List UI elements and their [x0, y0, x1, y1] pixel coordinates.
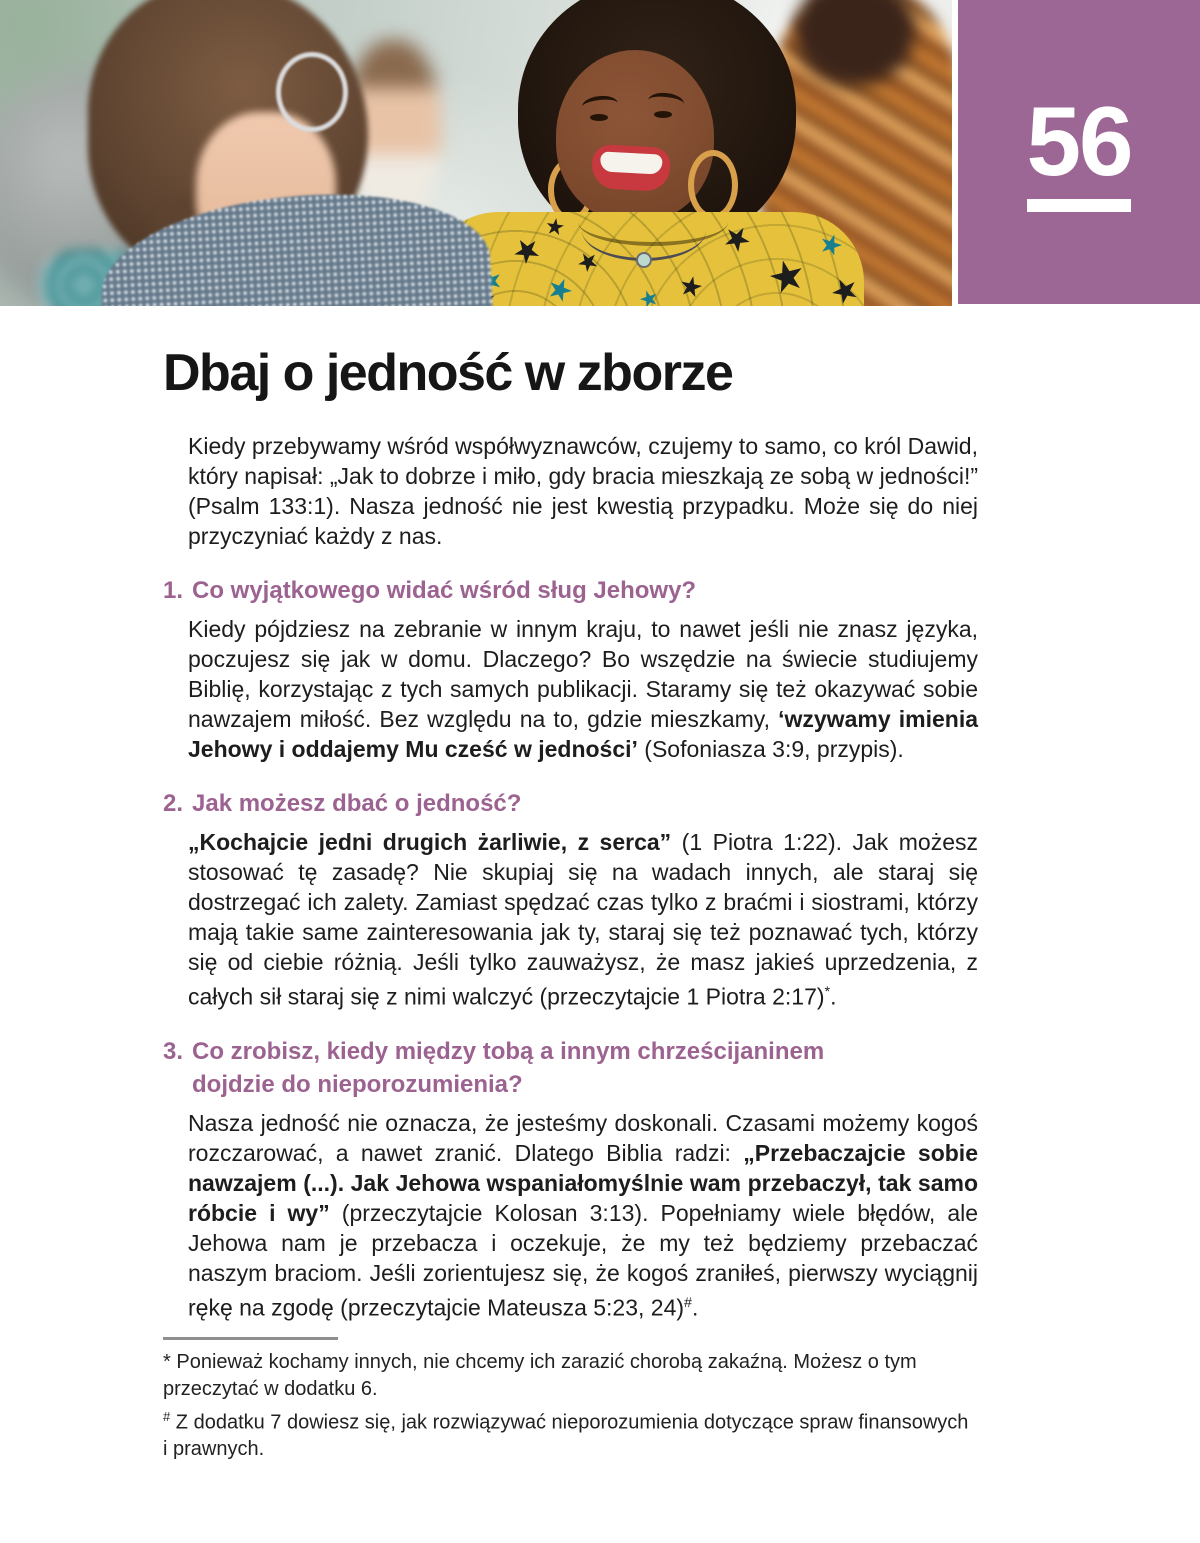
footnote-1 [163, 1349, 978, 1403]
question-number: 2. [163, 790, 184, 818]
paragraph-3 [188, 1108, 978, 1323]
footnote-marker-hash: # [163, 1408, 171, 1424]
smiling-sister-teeth [600, 151, 663, 174]
question-text: Jak możesz dbać o jedność? [192, 790, 522, 818]
star-motif [545, 217, 565, 237]
smiling-sister-eye [590, 114, 608, 121]
question-number: 3. [163, 1037, 184, 1065]
text-segment: Nasza jedność nie oznacza, że jesteśmy doskonali. Czasami możemy kogoś rozczarować, a nawet zranić. Dlatego Biblia radzi: [188, 1109, 978, 1166]
question-text-line: Co zrobisz, kiedy między tobą a innym chrześcijaninem [192, 1037, 825, 1065]
smiling-sister-eye [654, 111, 672, 118]
lesson-number: 56 [1026, 86, 1132, 196]
smiling-sister-smile [591, 144, 671, 192]
lesson-number-underline [1027, 199, 1131, 212]
gold-earring-right [688, 150, 738, 220]
necklace-pendant [636, 252, 652, 268]
paragraph-2 [188, 827, 978, 1012]
lesson-page [0, 306, 1200, 1463]
footnotes [163, 1337, 978, 1464]
text-segment: Kiedy pójdziesz na zebranie w innym kraju, to nawet jeśli nie znasz języka, poczujesz się jak w domu. Dlaczego? Bo wszędzie na świecie studiujemy Biblię, korzystając z tych samych publikacji. Staramy się też okazywać sobie nawzajem miłość. Bez względu na to, gdzie mieszkamy, [188, 616, 978, 733]
question-text-line: dojdzie do nieporozumienia? [192, 1070, 523, 1098]
congregation-photo [0, 0, 952, 306]
question-heading-3 [163, 1035, 978, 1101]
question-heading-2 [163, 787, 978, 820]
paragraph-1 [188, 614, 978, 764]
star-motif [828, 274, 863, 306]
star-motif [766, 256, 807, 297]
text-segment: (Sofoniasza 3:9, przypis). [637, 736, 904, 763]
question-text: Co wyjątkowego widać wśród sług Jehowy? [192, 577, 697, 605]
text-segment: „Przebaczajcie sobie nawzajem (...). Jak Jehowa wspaniałomyślnie wam przebaczył, tak samo róbcie i wy” [188, 1139, 978, 1226]
footnote-divider [163, 1337, 338, 1340]
question-text [192, 1035, 824, 1101]
text-segment: (1 Piotra 1:22). Jak możesz stosować tę zasadę? Nie skupiaj się na wadach innych, ale staraj się dostrzegać ich zalety. Zamiast spędzać czas tylko z braćmi i siostrami, którzy mają takie same zainteresowania jak ty, staraj się też poznawać tych, którzy się od ciebie różnią. Jeśli tylko zauważysz, że masz jakieś uprzedzenia, z całych sił staraj się z nimi walczyć (przeczytajcie 1 Piotra 2:17) [188, 829, 978, 1010]
lesson-number-badge [958, 0, 1200, 304]
footnote-text: Z dodatku 7 dowiesz się, jak rozwiązywać nieporozumienia dotyczące spraw finansowych i prawnych. [163, 1411, 969, 1461]
text-segment: . [830, 983, 837, 1010]
text-segment: . [691, 1294, 699, 1321]
question-number: 1. [163, 577, 184, 605]
star-motif [678, 274, 704, 300]
star-motif [509, 233, 546, 270]
star-motif [817, 231, 845, 259]
text-segment: (przeczytajcie Kolosan 3:13). Popełniamy wiele błędów, ale Jehowa nam je przebacza i oczekuje, że my też będziemy przebaczać naszym braciom. Jeśli zorientujesz się, że kogoś zraniłeś, pierwszy wyciągnij rękę na zgodę (przeczytajcie Mateusza 5:23, 24) [188, 1199, 979, 1321]
question-heading-1 [163, 574, 978, 607]
page-title: Dbaj o jedność w zborze [163, 344, 733, 402]
hero-banner [0, 0, 1200, 306]
footnote-text: Ponieważ kochamy innych, nie chcemy ich zarazić chorobą zakaźną. Możesz o tym przeczytać w dodatku 6. [163, 1350, 917, 1400]
star-motif [544, 274, 575, 305]
text-segment: # [684, 1294, 692, 1311]
star-motif [638, 288, 661, 306]
silver-hoop-earring [276, 52, 348, 132]
intro-paragraph: Kiedy przebywamy wśród współwyznawców, czujemy to samo, co król Dawid, który napisał: „Jak to dobrze i miło, gdy bracia mieszkają ze sobą w jedności!” (Psalm 133:1). Nasza jedność nie jest kwestią przypadku. Może się do niej przyczyniać każdy z nas. [188, 433, 979, 550]
text-segment: ‘wzywamy imienia Jehowy i oddajemy Mu cześć w jedności’ [188, 706, 979, 763]
star-motif [574, 248, 601, 275]
footnote-2 [163, 1403, 978, 1464]
text-segment: * [824, 984, 831, 1001]
text-segment: „Kochajcie jedni drugich żarliwie, z serca” [188, 829, 672, 856]
footnote-marker-asterisk: * [163, 1350, 171, 1373]
